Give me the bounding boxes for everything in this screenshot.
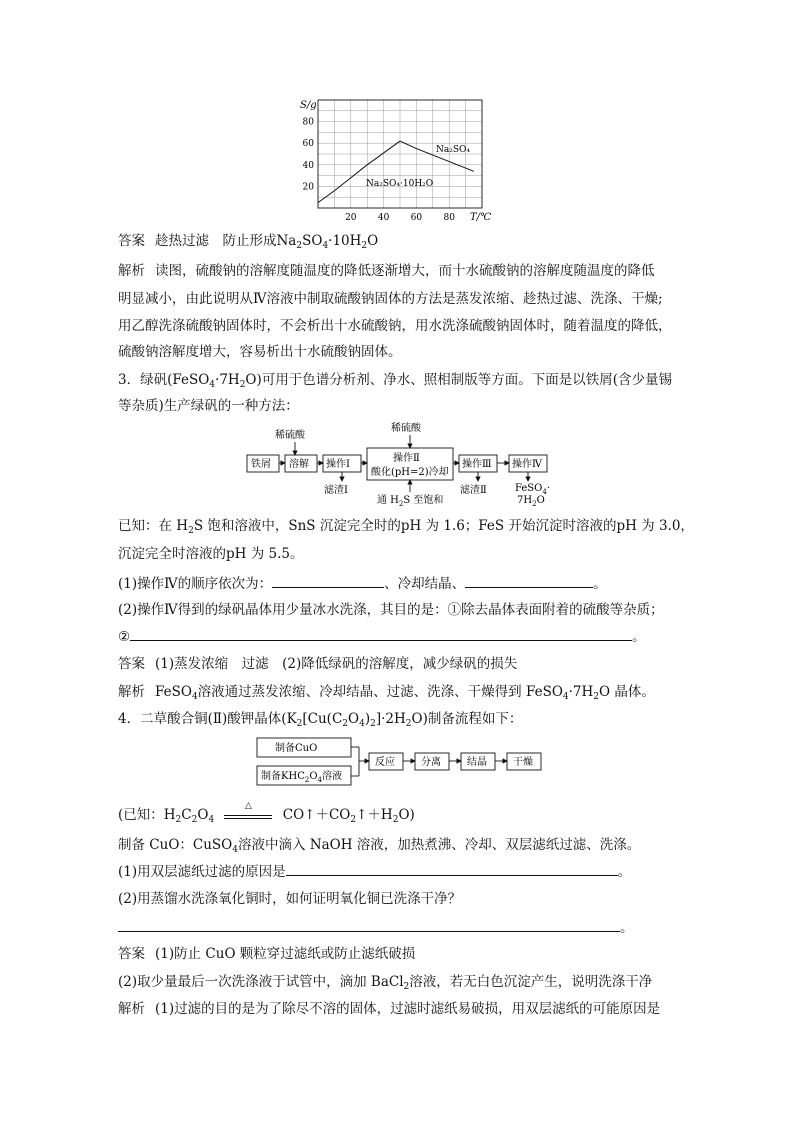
- y-tick-label: 40: [302, 160, 314, 171]
- analysis-1-line-4: 硫酸钠溶解度增大，容易析出十水硫酸钠固体。: [118, 344, 402, 360]
- label-prep-cuo: 制备CuO: [275, 743, 318, 754]
- known-line-1: 已知：在 $H_2S$ 饱和溶液中，SnS 沉淀完全时的pH 为 1.6；FeS 开始沉淀时溶液的pH 为 3.0，: [118, 518, 694, 536]
- label-h2s: 通 $H_2S$ 至饱和: [377, 495, 444, 508]
- q4-part-1: (1)用双层滤纸过滤的原因是 。: [118, 864, 632, 880]
- question-3-line-1: 3．绿矾$(FeSO_4\cdot 7H_2O)$可用于色谱分析剂、净水、照相制版等方面。下面是以铁屑(含少量锡: [118, 372, 673, 390]
- label-op2-line2: 酸化(pH=2)冷却: [371, 467, 449, 478]
- answer-1: 答案 趁热过滤 防止形成$Na_2SO_4\cdot 10H_2O$: [118, 233, 379, 251]
- heat-condition: △: [224, 806, 272, 819]
- label-op1: 操作Ⅰ: [326, 459, 350, 470]
- y-tick-label: 20: [302, 182, 314, 193]
- solubility-chart: [290, 96, 500, 224]
- analysis-1-line-2: 明显减小，由此说明从Ⅳ溶液中制取硫酸钠固体的方法是蒸发浓缩、趁热过滤、洗涤、干燥;: [118, 291, 663, 307]
- x-tick-label: 80: [443, 213, 455, 223]
- answer-blank[interactable]: [118, 918, 620, 932]
- label-residue1: 滤渣Ⅰ: [324, 485, 348, 496]
- answer-blank[interactable]: [465, 574, 593, 588]
- label-crystallize: 结晶: [467, 757, 487, 768]
- q4-part-2: (2)用蒸馏水洗涤氧化铜时，如何证明氧化铜已洗涤干净？: [118, 891, 462, 907]
- label-op4: 操作Ⅳ: [512, 459, 542, 470]
- answer-blank[interactable]: [286, 862, 618, 876]
- analysis-label: 解析: [118, 263, 145, 279]
- analysis-1-line-1: 解析 读图，硫酸钠的溶解度随温度的降低逐渐增大，而十水硫酸钠的溶解度随温度的降低: [118, 263, 655, 279]
- chart-tick-labels: [303, 118, 456, 223]
- label-prep-khc2o4: 制备$KHC_2O_4$溶液: [261, 771, 342, 784]
- label-acid1: 稀硫酸: [275, 430, 305, 441]
- q4-part-2-blank: 。: [118, 918, 634, 937]
- reaction-note: (已知：$H_2C_2O_4$ △ $CO↑+CO_2↑+H_2O$): [118, 801, 415, 825]
- analysis-4: 解析 (1)过滤的目的是为了除尽不溶的固体，过滤时滤纸易破损，用双层滤纸的可能原因是: [118, 1001, 661, 1017]
- flowchart-copper-oxalate: [255, 736, 575, 796]
- analysis-label: 解析: [118, 684, 145, 700]
- answer-label: 答案: [118, 946, 145, 962]
- label-op3: 操作Ⅲ: [462, 459, 492, 470]
- question-3-line-2: 等杂质)生产绿矾的一种方法：: [118, 398, 299, 414]
- x-tick-label: 60: [410, 213, 423, 223]
- answer-3: 答案 (1)蒸发浓缩 过滤 (2)降低绿矾的溶解度，减少绿矾的损失: [118, 656, 518, 672]
- x-tick-label: 40: [377, 213, 390, 223]
- question-4: 4．二草酸合铜(Ⅱ)酸钾晶体$(K_2[Cu(C_2O_4)_2]\cdot 2H_2O)$制备流程如下：: [118, 711, 523, 729]
- label-acid2: 稀硫酸: [391, 423, 421, 434]
- label-residue2: 滤渣Ⅱ: [460, 485, 487, 496]
- prep-cuo-text: 制备 CuO：CuSO$_4$溶液中滴入 NaOH 溶液，加热煮沸、冷却、双层滤纸过滤、洗涤。: [118, 837, 641, 855]
- analysis-1-line-3: 用乙醇洗涤硫酸钠固体时，不会析出十水硫酸钠，用水洗涤硫酸钠固体时，随着温度的降低，: [118, 318, 672, 334]
- y-tick-label: 60: [302, 139, 314, 150]
- series-label-na2so4-10h2o: Na₂SO₄·10H₂O: [366, 179, 434, 189]
- label-op2-line1: 操作Ⅱ: [393, 453, 420, 464]
- series-line-na2so4-10h2o: [318, 141, 400, 203]
- label-iron: 铁屑: [251, 459, 271, 470]
- chart-y-axis-label: S/g: [300, 100, 317, 111]
- label-dissolve: 溶解: [289, 459, 309, 470]
- label-product-line1: FeSO$_4$·: [515, 483, 551, 496]
- label-react: 反应: [375, 757, 395, 768]
- series-label-na2so4: Na₂SO₄: [436, 145, 471, 155]
- label-separate: 分离: [421, 757, 441, 768]
- answer-blank[interactable]: [130, 627, 632, 641]
- label-dry: 干燥: [513, 757, 533, 768]
- answer-4-line-1: 答案 (1)防止 CuO 颗粒穿过滤纸或防止滤纸破损: [118, 946, 416, 962]
- analysis-3: 解析 FeSO$_4$溶液通过蒸发浓缩、冷却结晶、过滤、洗涤、干燥得到 $FeSO_4\cdot 7H_2O$ 晶体。: [118, 684, 655, 702]
- chart-x-axis-label: T/℃: [470, 212, 492, 223]
- analysis-label: 解析: [118, 1001, 145, 1017]
- flowchart-green-vitriol: [245, 420, 565, 508]
- q3-part-1: (1)操作Ⅳ的顺序依次为： 、冷却结晶、 。: [118, 576, 607, 592]
- answer-4-line-2: (2)取少量最后一次洗涤液于试管中，滴加 BaCl$_2$溶液，若无白色沉淀产生，说明洗涤干净: [118, 974, 653, 992]
- x-tick-label: 20: [345, 213, 357, 223]
- label-product-line2: $7H_2O$: [517, 495, 545, 508]
- q3-part-2-line-2: ② 。: [118, 629, 646, 645]
- answer-blank[interactable]: [272, 574, 384, 588]
- q3-part-2-line-1: (2)操作Ⅳ得到的绿矾晶体用少量冰水洗涤，其目的是：①除去晶体表面附着的硫酸等杂质；: [118, 602, 664, 618]
- answer-label: 答案: [118, 656, 145, 672]
- y-tick-label: 80: [302, 117, 314, 128]
- known-line-2: 沉淀完全时溶液的pH 为 5.5。: [118, 546, 304, 562]
- answer-label: 答案: [118, 233, 145, 249]
